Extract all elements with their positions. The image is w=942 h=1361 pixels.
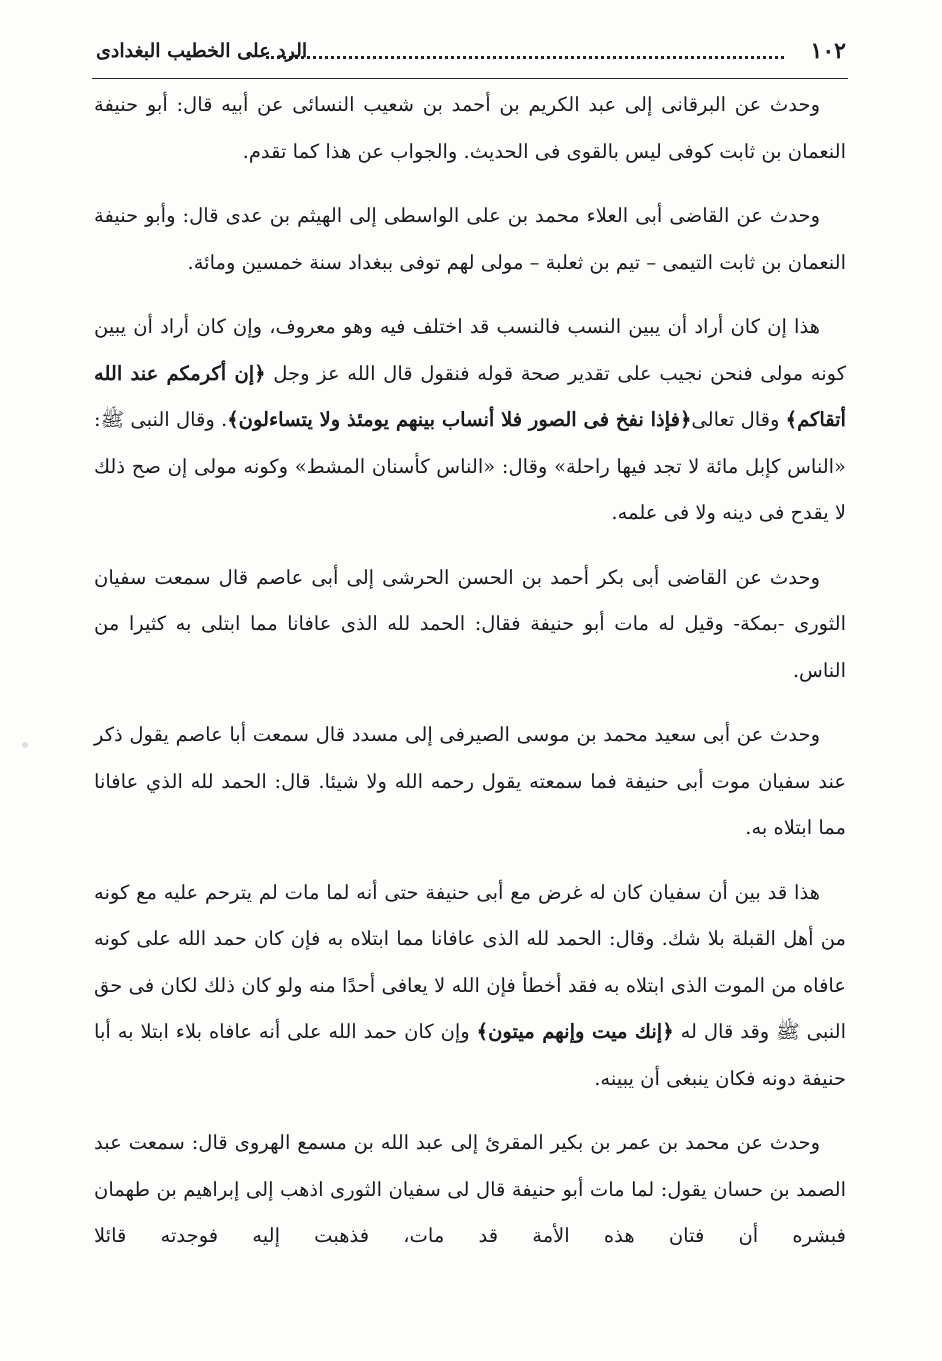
header-leader-dots xyxy=(266,56,784,59)
paragraph-text: وحدث عن البرقانى إلى عبد الكريم بن أحمد بن شعيب النسائى عن أبيه قال: أبو حنيفة النعمان بن ثابت كوفى ليس بالقوى فى الحديث. والجواب عن هذا كما تقدم. xyxy=(94,93,846,163)
quran-quote: ﴿إن أكرمكم عند الله أتقاكم﴾ xyxy=(94,361,846,431)
paragraph-text: وحدث عن القاضى أبى العلاء محمد بن على الواسطى إلى الهيثم بن عدى قال: وأبو حنيفة النعمان بن ثابت التيمى – تيم بن ثعلبة – مولى لهم توفى ببغداد سنة خمسين ومائة. xyxy=(94,204,846,274)
paragraph-text: هذا إن كان أراد أن يبين النسب فالنسب قد اختلف فيه وهو معروف، وإن كان أراد أن يبين كونه مولى فنحن نجيب على تقدير صحة قوله فنقول قال الله عز وجل xyxy=(94,315,846,385)
paragraph-text: وحدث عن أبى سعيد محمد بن موسى الصيرفى إلى مسدد قال سمعت أبا عاصم يقول ذكر عند سفيان موت أبى حنيفة فما سمعته يقول رحمه الله ولا شيئا. قال: الحمد لله الذي عافانا مما ابتلاه به. xyxy=(94,723,846,839)
running-title: الرد على الخطيب البغدادى xyxy=(96,40,308,62)
paragraph-text: وحدث عن محمد بن عمر بن بكير المقرئ إلى عبد الله بن مسمع الهروى قال: سمعت عبد الصمد بن حسان يقول: لما مات أبو حنيفة قال لى سفيان الثورى اذهب إلى إبراهيم بن طهمان فبشره أن فتان هذه الأمة قد مات، فذهبت إليه فوجدته قائلا xyxy=(94,1131,846,1247)
paragraph-7 xyxy=(94,1120,846,1260)
paragraph-2 xyxy=(94,193,846,286)
paragraph-text: . وقال النبى ﷺ: «الناس كإبل مائة لا تجد فيها راحلة» وقال: «الناس كأسنان المشط» وكونه مولى إن صح ذلك لا يقدح فى دينه ولا فى علمه. xyxy=(94,408,846,524)
quran-quote: ﴿فإذا نفخ فى الصور فلا أنساب بينهم يومئذ ولا يتساءلون﴾ xyxy=(227,408,692,431)
paragraph-text: وقال تعالى xyxy=(691,408,786,431)
paragraph-text: هذا قد بين أن سفيان كان له غرض مع أبى حنيفة حتى أنه لما مات لم يترحم عليه مع كونه من أهل القبلة بلا شك. وقال: الحمد لله الذى عافانا مما ابتلاه به فإن كان حمد الله على كونه عافاه من الموت الذى ابتلاه به فقد أخطأ فإن الله لا يعافى أحدًا منه ولو كان ذلك لكان فى حق النبى ﷺ وقد قال له xyxy=(94,880,846,1043)
page-header xyxy=(96,34,846,78)
paragraph-3 xyxy=(94,304,846,537)
scan-speck xyxy=(22,742,28,748)
paragraph-5 xyxy=(94,712,846,852)
paragraph-4 xyxy=(94,555,846,695)
paragraph-text: وإن كان حمد الله على أنه عافاه بلاء ابتلا به أبا حنيفة دونه فكان ينبغى أن يبينه. xyxy=(94,1020,846,1090)
paragraph-6 xyxy=(94,870,846,1103)
page-number: ١٠٢ xyxy=(810,38,846,64)
header-rule xyxy=(92,78,848,79)
quran-quote: ﴿إنك ميت وإنهم ميتون﴾ xyxy=(476,1020,674,1043)
paragraph-1 xyxy=(94,82,846,175)
page-body xyxy=(94,82,846,1260)
paragraph-text: وحدث عن القاضى أبى بكر أحمد بن الحسن الحرشى إلى أبى عاصم قال سمعت سفيان الثورى -بمكة- وقيل له مات أبو حنيفة فقال: الحمد لله الذى عافانا مما ابتلى به كثيرا من الناس. xyxy=(94,565,846,682)
